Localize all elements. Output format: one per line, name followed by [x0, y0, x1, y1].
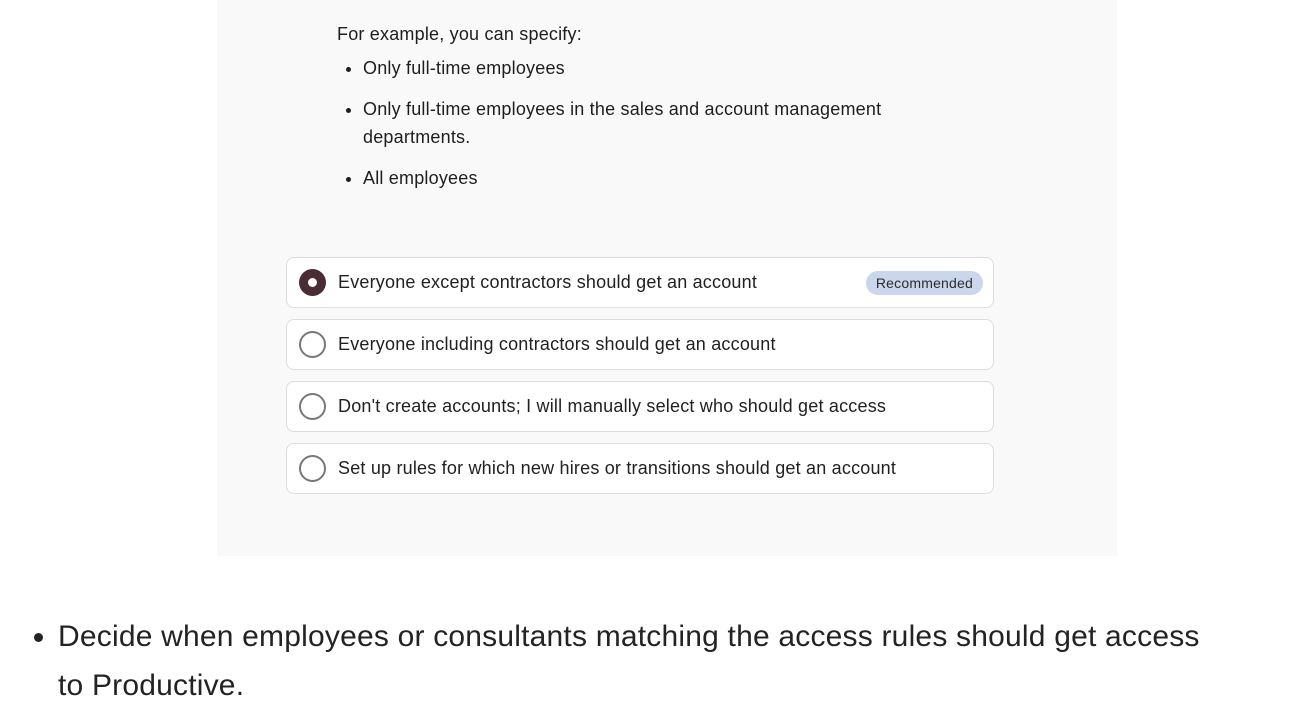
intro-lead: For example, you can specify: — [337, 24, 582, 44]
option-manual-selection[interactable] — [286, 381, 994, 432]
option-label: Don't create accounts; I will manually select who should get access — [338, 396, 887, 416]
example-list — [337, 54, 977, 192]
recommended-badge: Recommended — [866, 271, 983, 295]
option-set-up-rules[interactable] — [286, 443, 994, 494]
example-panel — [217, 0, 1117, 556]
example-item: • All employees — [363, 164, 977, 192]
account-options-radio-group — [286, 257, 994, 505]
radio-unselected-icon[interactable] — [299, 455, 326, 482]
instruction-list — [0, 612, 1218, 710]
option-everyone-including-contractors[interactable] — [286, 319, 994, 370]
option-label: Everyone including contractors should get an account — [338, 334, 776, 354]
intro-section — [337, 20, 977, 205]
example-item: • Only full-time employees — [363, 54, 977, 82]
example-item: • Only full-time employees in the sales and account management departments. — [363, 95, 977, 151]
radio-selected-icon[interactable] — [299, 269, 326, 296]
option-label: Everyone except contractors should get an account — [338, 272, 758, 292]
instruction-item: • Decide when employees or consultants matching the access rules should get access to Productive. — [58, 612, 1218, 710]
option-label: Set up rules for which new hires or transitions should get an account — [338, 458, 897, 478]
option-everyone-except-contractors[interactable] — [286, 257, 994, 308]
radio-unselected-icon[interactable] — [299, 331, 326, 358]
radio-unselected-icon[interactable] — [299, 393, 326, 420]
instruction-section — [0, 612, 1316, 710]
